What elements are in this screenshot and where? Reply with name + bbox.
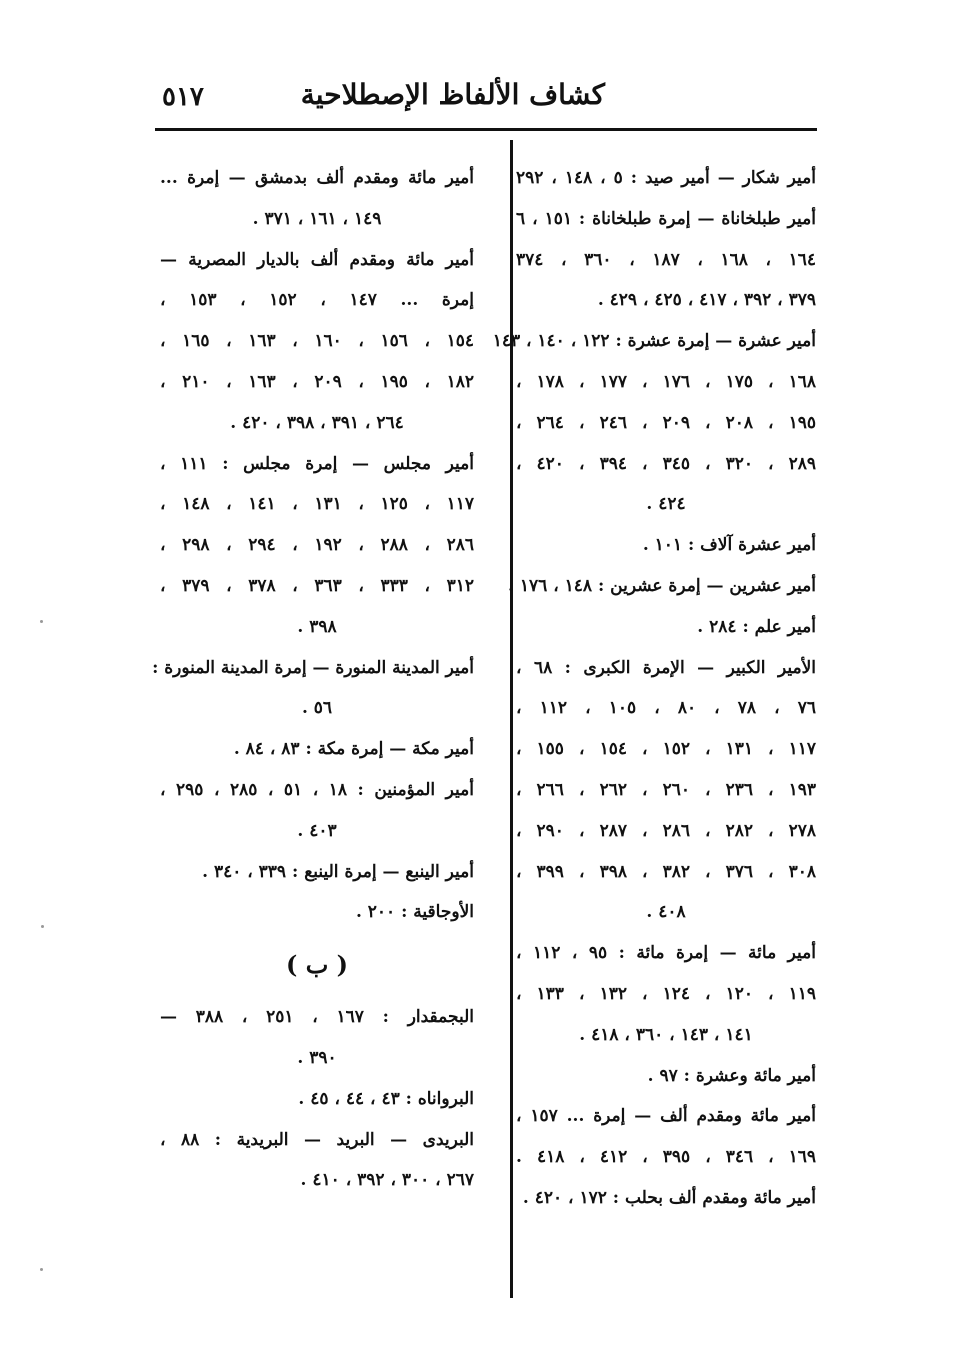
index-line: ٤٢٤ .	[646, 494, 686, 515]
index-line: ٤٠٨ .	[646, 902, 686, 923]
index-line: ١٨٢ ، ١٩٥ ، ٢٠٩ ، ١٦٣ ، ٢١٠ ،	[160, 371, 475, 392]
index-line: ٤٠٣ .	[297, 820, 337, 841]
index-line: أمير الينبع — إمرة الينبع : ٣٣٩ ، ٣٤٠ .	[202, 861, 474, 882]
scan-speck	[40, 620, 43, 623]
index-line: ٣٧٩ ، ٣٩٢ ، ٤١٧ ، ٤٢٥ ، ٤٢٩ .	[597, 290, 816, 311]
index-line: ٣١٢ ، ٣٣٣ ، ٣٦٣ ، ٣٧٨ ، ٣٧٩ ،	[160, 575, 475, 596]
index-line: ٧٦ ، ٧٨ ، ٨٠ ، ١٠٥ ، ١١٢ ،	[516, 698, 817, 719]
index-line: ٢٨٦ ، ٢٨٨ ، ١٩٢ ، ٢٩٤ ، ٢٩٨ ،	[160, 535, 475, 556]
index-line: أمير عشرة — إمرة عشرة : ١٢٢ ، ١٤٠ ، ١٤٣	[492, 331, 816, 352]
index-line: أمير طبلخاناة — إمرة طبلخاناة : ١٥١ ، ٦	[516, 208, 816, 229]
index-line: أمير مجلس — إمرة مجلس : ١١١ ،	[160, 453, 474, 474]
index-line: أمير مائة ومقدم ألف بدمشق — إمرة ...	[160, 168, 474, 188]
index-line: ٣٩٠ .	[297, 1047, 337, 1068]
index-line: أمير شكار — أمير صيد : ٥ ، ١٤٨ ، ٢٩٢	[516, 168, 816, 188]
index-line: ٢٨٩ ، ٣٢٠ ، ٣٤٥ ، ٣٩٤ ، ٤٢٠ ،	[516, 453, 817, 474]
index-line: أمير مائة — إمرة مائة : ٩٥ ، ١١٢ ،	[516, 943, 816, 964]
index-line: أمير عشرة آلاف : ١٠١ .	[642, 535, 816, 556]
index-line: ٣٩٨ .	[297, 616, 337, 637]
index-line: ١٤٩ ، ١٦١ ، ٣٧١ .	[252, 208, 382, 229]
index-line: ١٦٨ ، ١٧٥ ، ١٧٦ ، ١٧٧ ، ١٧٨ ،	[516, 371, 817, 392]
page-header	[150, 78, 820, 126]
index-line: ٥٦ .	[301, 698, 333, 719]
index-line: ١٩٣ ، ٢٣٦ ، ٢٦٠ ، ٢٦٢ ، ٢٦٦ ،	[516, 779, 817, 800]
left-column	[152, 158, 475, 1201]
index-line: ٢٦٤ ، ٣٩١ ، ٣٩٨ ، ٤٢٠ .	[230, 412, 404, 433]
section-heading: ( ب )	[285, 950, 348, 980]
right-column	[492, 158, 817, 1219]
index-line: أمير علم : ٢٨٤ .	[697, 616, 816, 637]
index-line: الأوجاقية : ٢٠٠ .	[355, 902, 474, 923]
index-line: ١٥٤ ، ١٥٦ ، ١٦٠ ، ١٦٣ ، ١٦٥ ،	[160, 331, 475, 352]
header-rule	[155, 128, 817, 131]
index-line: البرواناه : ٤٣ ، ٤٤ ، ٤٥ .	[298, 1088, 474, 1109]
index-line: البريدى — البريد — البريدية : ٨٨ ،	[160, 1129, 475, 1150]
index-line: أمير المدينة المنورة — إمرة المدينة المنورة :	[152, 657, 474, 678]
index-line: أمير مائة ومقدم ألف بالديار المصرية —	[160, 249, 474, 270]
index-line: إمرة ... ١٤٧ ، ١٥٢ ، ١٥٣ ،	[160, 290, 475, 311]
index-line: الأمير الكبير — الإمرة الكبرى : ٦٨ ،	[516, 657, 817, 678]
index-line: ١١٩ ، ١٢٠ ، ١٢٤ ، ١٣٢ ، ١٣٣ ،	[516, 983, 817, 1004]
index-line: ٢٧٨ ، ٢٨٢ ، ٢٨٦ ، ٢٨٧ ، ٢٩٠ ،	[516, 820, 817, 841]
index-line: ٣٠٨ ، ٣٧٦ ، ٣٨٢ ، ٣٩٨ ، ٣٩٩ ،	[516, 861, 817, 882]
index-line: أمير المؤمنين : ١٨ ، ٥١ ، ٢٨٥ ، ٢٩٥ ،	[160, 779, 475, 800]
index-line: ١٩٥ ، ٢٠٨ ، ٢٠٩ ، ٢٤٦ ، ٢٦٤ ،	[516, 412, 817, 433]
index-line: أمير مائة وعشرة : ٩٧ .	[647, 1065, 816, 1086]
index-line: ١١٧ ، ١٣١ ، ١٥٢ ، ١٥٤ ، ١٥٥ ،	[516, 739, 817, 760]
page-number: ٥١٧	[162, 82, 204, 112]
index-line: ٢٦٧ ، ٣٠٠ ، ٣٩٢ ، ٤١٠ .	[300, 1170, 474, 1191]
index-line: ١٦٩ ، ٣٤٦ ، ٣٩٥ ، ٤١٢ ، ٤١٨ .	[516, 1147, 817, 1168]
index-line: البجمقدار : ١٦٧ ، ٢٥١ ، ٣٨٨ —	[160, 1007, 474, 1028]
index-line: ١٤١ ، ١٤٣ ، ٣٦٠ ، ٤١٨ .	[579, 1024, 753, 1045]
index-line: أمير مائة ومقدم ألف — إمرة ... ١٥٧ ،	[516, 1106, 817, 1127]
index-line: ١٦٤ ، ١٦٨ ، ١٨٧ ، ٣٦٠ ، ٣٧٤	[516, 249, 817, 270]
index-line: أمير مائة ومقدم ألف بحلب : ١٧٢ ، ٤٢٠ .	[522, 1187, 816, 1208]
index-line: أمير مكة — إمرة مكة : ٨٣ ، ٨٤ .	[233, 739, 474, 760]
running-title: كشاف الألفاظ الإصطلاحية	[300, 78, 605, 111]
scan-speck	[40, 1268, 43, 1271]
index-line: ١١٧ ، ١٢٥ ، ١٣١ ، ١٤١ ، ١٤٨ ،	[160, 494, 475, 515]
scan-speck	[41, 925, 44, 928]
index-line: أمير عشرين — إمرة عشرين : ١٤٨ ، ١٧٦ .	[508, 575, 816, 596]
column-divider	[510, 140, 513, 1298]
